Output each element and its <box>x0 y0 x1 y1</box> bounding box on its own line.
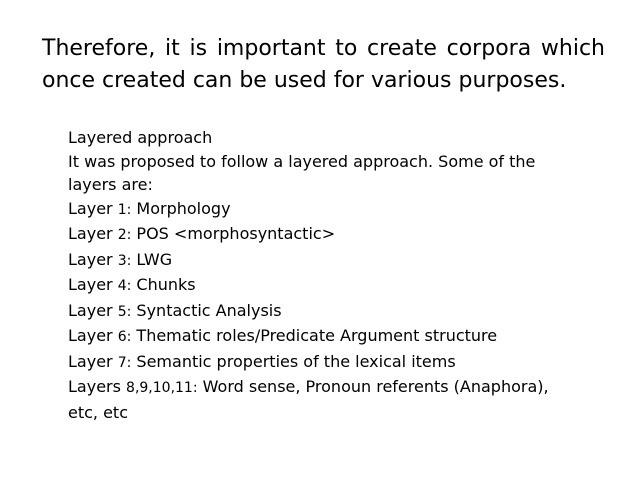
layered-approach-block <box>68 126 588 424</box>
layer-item-8 <box>68 375 588 401</box>
layer-text: LWG <box>136 249 173 269</box>
intro-line-1: Therefore, it is important to create corpora which <box>42 36 605 61</box>
layer-label: Layer <box>68 300 113 320</box>
layer-item-5 <box>68 299 588 325</box>
layer-text: Semantic properties of the lexical items <box>136 351 456 371</box>
layer-label: Layers <box>68 377 121 396</box>
layer-item-1 <box>68 197 588 223</box>
layer-label: Layer <box>68 249 113 269</box>
layer-label: Layer <box>68 198 113 218</box>
intro-paragraph <box>42 33 605 97</box>
closing-text: etc, etc <box>68 402 128 422</box>
layer-number: 2: <box>117 227 132 243</box>
layer-label: Layer <box>68 275 113 294</box>
layer-text: POS <morphosyntactic> <box>136 224 336 243</box>
layer-item-4 <box>68 273 588 299</box>
layer-number: 8,9,10,11: <box>126 380 198 396</box>
layer-number: 5: <box>117 303 132 320</box>
layer-number: 7: <box>117 354 132 371</box>
layer-text: Morphology <box>136 198 231 218</box>
section-heading: Layered approach <box>68 128 213 147</box>
layer-number: 3: <box>117 252 132 269</box>
layer-item-3 <box>68 248 588 274</box>
layer-label: Layer <box>68 224 113 243</box>
layer-number: 4: <box>117 278 132 294</box>
layer-text: Syntactic Analysis <box>136 300 282 320</box>
layer-label: Layer <box>68 326 113 345</box>
section-description-line-1: It was proposed to follow a layered approach. Some of the <box>68 151 536 171</box>
layer-item-7 <box>68 350 588 376</box>
layer-number: 1: <box>117 201 132 218</box>
layer-text: Chunks <box>136 275 196 294</box>
layer-label: Layer <box>68 351 113 371</box>
layer-text: Thematic roles/Predicate Argument structure <box>136 326 498 345</box>
layer-item-2 <box>68 222 588 248</box>
layer-item-6 <box>68 324 588 350</box>
intro-line-2: once created can be used for various purposes. <box>42 68 567 93</box>
layer-text: Word sense, Pronoun referents (Anaphora), <box>202 377 549 396</box>
layer-number: 6: <box>117 329 132 345</box>
section-description-line-2: layers are: <box>68 175 153 194</box>
